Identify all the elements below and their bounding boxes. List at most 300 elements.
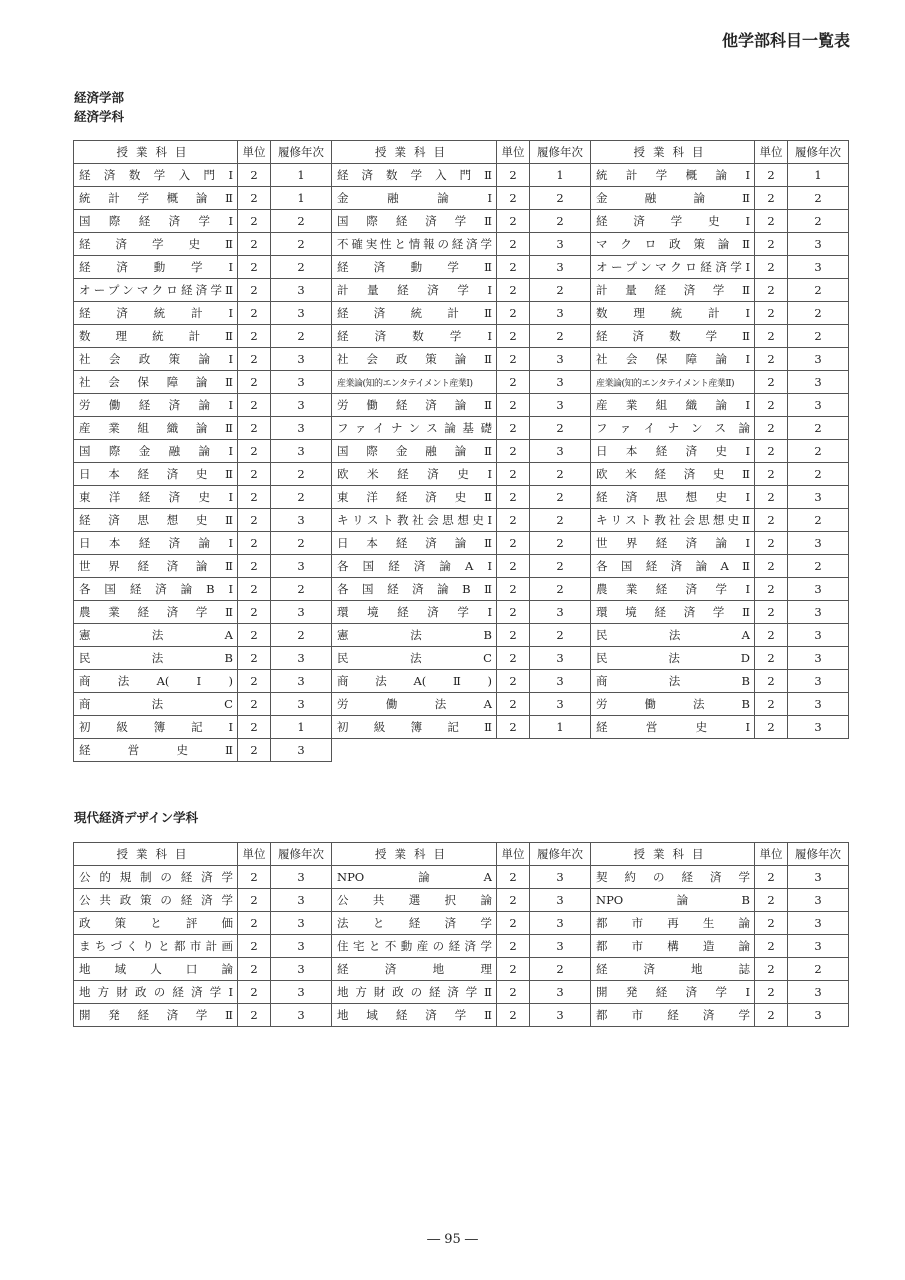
dept1-course-table (73, 140, 849, 762)
year-cell: 2 (530, 532, 591, 555)
subject-name: 地方財政の経済学Ⅰ (79, 985, 233, 999)
subject-cell (332, 670, 497, 693)
credits-cell: 2 (238, 440, 271, 463)
year-cell: 3 (530, 647, 591, 670)
year-cell: 3 (271, 601, 332, 624)
credits-cell: 2 (497, 889, 530, 912)
subject-header: 授業科目 (74, 141, 238, 164)
credits-cell: 2 (497, 394, 530, 417)
subject-name: 各国経済論AⅡ (596, 559, 750, 573)
subject-cell (74, 325, 238, 348)
subject-cell (591, 578, 755, 601)
credits-cell: 2 (755, 325, 788, 348)
year-cell: 3 (530, 233, 591, 256)
subject-cell (332, 532, 497, 555)
year-cell: 3 (271, 889, 332, 912)
year-cell: 1 (530, 716, 591, 739)
subject-name: 政策と評価 (79, 916, 233, 930)
subject-name: 欧米経済史Ⅰ (337, 467, 492, 481)
subject-name: 欧米経済史Ⅱ (596, 467, 750, 481)
subject-name: 計量経済学Ⅱ (596, 283, 750, 297)
subject-cell (591, 935, 755, 958)
subject-cell (591, 670, 755, 693)
credits-cell: 2 (497, 256, 530, 279)
credits-cell: 2 (238, 958, 271, 981)
subject-cell (591, 716, 755, 739)
subject-cell (332, 716, 497, 739)
year-cell: 2 (271, 532, 332, 555)
year-cell: 3 (788, 532, 849, 555)
year-cell: 3 (271, 440, 332, 463)
table-row (74, 486, 849, 509)
subject-cell (332, 981, 497, 1004)
department-heading: 経済学部 (74, 90, 125, 105)
table-row (74, 889, 849, 912)
subject-name: 経営史Ⅰ (596, 720, 750, 734)
credits-cell: 2 (238, 325, 271, 348)
year-cell: 3 (530, 256, 591, 279)
subject-name: 地域人口論 (79, 962, 233, 976)
subject-cell (74, 256, 238, 279)
subject-cell (74, 417, 238, 440)
year-cell: 3 (788, 912, 849, 935)
subject-cell (332, 463, 497, 486)
subject-name: 労働経済論Ⅱ (337, 398, 492, 412)
subject-name: 公的規制の経済学 (79, 870, 233, 884)
year-cell: 2 (788, 440, 849, 463)
year-cell: 3 (788, 348, 849, 371)
subject-cell (332, 624, 497, 647)
year-cell: 2 (530, 555, 591, 578)
table-header-row (74, 141, 849, 164)
subject-name: 経済学史Ⅰ (596, 214, 750, 228)
credits-cell: 2 (497, 624, 530, 647)
subject-cell (332, 279, 497, 302)
subject-cell (591, 601, 755, 624)
credits-cell: 2 (497, 601, 530, 624)
credits-cell: 2 (497, 670, 530, 693)
year-header: 履修年次 (530, 843, 591, 866)
subject-name: 国際経済学Ⅱ (337, 214, 492, 228)
subject-name: 経済学史Ⅱ (79, 237, 233, 251)
subject-cell (591, 532, 755, 555)
subject-name: 世界経済論Ⅱ (79, 559, 233, 573)
credits-cell: 2 (755, 371, 788, 394)
table-row (74, 256, 849, 279)
subject-header: 授業科目 (591, 141, 755, 164)
subject-cell (591, 958, 755, 981)
year-cell: 2 (530, 417, 591, 440)
table-row (74, 187, 849, 210)
subject-name: 各国経済論BⅡ (337, 582, 492, 596)
subject-name: 憲法B (337, 628, 492, 642)
subject-cell (591, 693, 755, 716)
subject-name: 社会保障論Ⅰ (596, 352, 750, 366)
subject-cell (591, 647, 755, 670)
year-cell: 3 (271, 509, 332, 532)
credits-cell: 2 (755, 578, 788, 601)
subject-name: 産業論(知的エンタテイメント産業Ⅰ) (337, 378, 473, 389)
subject-cell (332, 555, 497, 578)
subject-name: 社会政策論Ⅰ (79, 352, 233, 366)
subject-cell (74, 981, 238, 1004)
page-header: 他学部科目一覧表 (721, 31, 850, 50)
year-cell: 3 (271, 394, 332, 417)
year-cell: 3 (530, 889, 591, 912)
credits-cell: 2 (497, 647, 530, 670)
table-header-row (74, 843, 849, 866)
credits-cell: 2 (497, 348, 530, 371)
subject-name: 東洋経済史Ⅰ (79, 490, 233, 504)
subject-name: 各国経済論BⅠ (79, 582, 233, 596)
table-row (74, 509, 849, 532)
subject-cell (74, 509, 238, 532)
table-row (74, 417, 849, 440)
table-row (74, 601, 849, 624)
year-cell: 2 (271, 624, 332, 647)
credits-cell: 2 (755, 187, 788, 210)
credits-cell: 2 (238, 417, 271, 440)
year-cell: 2 (271, 210, 332, 233)
empty-cell (530, 739, 591, 762)
credits-cell: 2 (497, 486, 530, 509)
credits-header: 単位 (238, 843, 271, 866)
credits-cell: 2 (238, 302, 271, 325)
year-cell: 3 (530, 371, 591, 394)
subject-cell (591, 348, 755, 371)
credits-cell: 2 (238, 889, 271, 912)
credits-cell: 2 (238, 187, 271, 210)
year-cell: 3 (271, 866, 332, 889)
credits-cell: 2 (238, 371, 271, 394)
year-cell: 1 (530, 164, 591, 187)
year-cell: 3 (788, 233, 849, 256)
subject-name: 経済思想史Ⅱ (79, 513, 233, 527)
credits-cell: 2 (238, 716, 271, 739)
subject-cell (591, 624, 755, 647)
year-cell: 3 (271, 1004, 332, 1027)
year-cell: 3 (788, 486, 849, 509)
credits-cell: 2 (755, 716, 788, 739)
credits-cell: 2 (497, 716, 530, 739)
credits-cell: 2 (755, 889, 788, 912)
year-cell: 3 (788, 889, 849, 912)
credits-cell: 2 (238, 279, 271, 302)
subject-name: キリスト教社会思想史Ⅱ (596, 513, 750, 527)
table-row (74, 532, 849, 555)
subject-name: 開発経済学Ⅱ (79, 1008, 233, 1022)
year-header: 履修年次 (271, 843, 332, 866)
year-cell: 2 (788, 417, 849, 440)
credits-cell: 2 (238, 555, 271, 578)
year-cell: 2 (271, 486, 332, 509)
empty-cell (591, 739, 755, 762)
subject-name: 社会政策論Ⅱ (337, 352, 492, 366)
credits-cell: 2 (497, 210, 530, 233)
year-cell: 2 (788, 555, 849, 578)
subject-name: まちづくりと都市計画 (79, 939, 233, 953)
subject-cell (591, 164, 755, 187)
year-cell: 3 (530, 912, 591, 935)
credits-cell: 2 (755, 1004, 788, 1027)
credits-cell: 2 (755, 256, 788, 279)
year-cell: 2 (530, 463, 591, 486)
subject-cell (591, 417, 755, 440)
subject-name: 世界経済論Ⅰ (596, 536, 750, 550)
table-row (74, 958, 849, 981)
year-cell: 2 (271, 233, 332, 256)
subject-cell (332, 371, 497, 394)
subject-name: 民法D (596, 651, 750, 665)
credits-cell: 2 (755, 555, 788, 578)
credits-cell: 2 (755, 394, 788, 417)
year-cell: 2 (788, 325, 849, 348)
subject-cell (74, 866, 238, 889)
credits-cell: 2 (755, 981, 788, 1004)
credits-header: 単位 (755, 141, 788, 164)
year-cell: 3 (788, 866, 849, 889)
subject-name: 経済思想史Ⅰ (596, 490, 750, 504)
table-row (74, 739, 849, 762)
credits-cell: 2 (755, 417, 788, 440)
subject-cell (591, 509, 755, 532)
subject-name: 国際金融論Ⅰ (79, 444, 233, 458)
credits-cell: 2 (238, 670, 271, 693)
table-row (74, 302, 849, 325)
empty-cell (497, 739, 530, 762)
year-cell: 3 (271, 279, 332, 302)
credits-cell: 2 (755, 693, 788, 716)
credits-cell: 2 (755, 210, 788, 233)
subject-name: 金融論Ⅰ (337, 191, 492, 205)
year-cell: 2 (788, 958, 849, 981)
subject-name: 都市構造論 (596, 939, 750, 953)
subject-cell (332, 302, 497, 325)
subject-name: オープンマクロ経済学Ⅱ (79, 283, 233, 297)
subject-cell (591, 866, 755, 889)
table-row (74, 981, 849, 1004)
subject-cell (74, 1004, 238, 1027)
year-cell: 3 (530, 394, 591, 417)
subject-cell (332, 647, 497, 670)
subject-cell (332, 394, 497, 417)
table-row (74, 624, 849, 647)
year-cell: 3 (271, 935, 332, 958)
subject-name: マクロ政策論Ⅱ (596, 237, 750, 251)
year-cell: 2 (788, 302, 849, 325)
credits-cell: 2 (497, 325, 530, 348)
subject-cell (74, 624, 238, 647)
empty-cell (755, 739, 788, 762)
subject-cell (591, 555, 755, 578)
subject-name: 公共選択論 (337, 893, 492, 907)
subject-name: 住宅と不動産の経済学 (337, 939, 492, 953)
subject-name: 金融論Ⅱ (596, 191, 750, 205)
credits-cell: 2 (497, 693, 530, 716)
subject-name: 数理統計Ⅱ (79, 329, 233, 343)
table-row (74, 279, 849, 302)
subject-name: NPO論A (337, 870, 492, 884)
subject-cell (74, 739, 238, 762)
subject-cell (74, 302, 238, 325)
year-cell: 3 (271, 981, 332, 1004)
subject-cell (74, 647, 238, 670)
year-cell: 3 (271, 670, 332, 693)
subject-cell (74, 889, 238, 912)
subject-cell (74, 716, 238, 739)
subject-name: ファイナンス論 (596, 421, 750, 435)
subject-cell (591, 233, 755, 256)
credits-cell: 2 (238, 1004, 271, 1027)
subject-cell (591, 912, 755, 935)
subject-cell (332, 693, 497, 716)
credits-cell: 2 (497, 509, 530, 532)
credits-cell: 2 (238, 532, 271, 555)
subject-name: 日本経済論Ⅰ (79, 536, 233, 550)
table-row (74, 394, 849, 417)
year-header: 履修年次 (530, 141, 591, 164)
subject-name: 国際経済学Ⅰ (79, 214, 233, 228)
subject-name: 商法C (79, 697, 233, 711)
credits-cell: 2 (238, 164, 271, 187)
empty-cell (332, 739, 497, 762)
credits-cell: 2 (497, 1004, 530, 1027)
subject-cell (74, 486, 238, 509)
subject-cell (332, 578, 497, 601)
credits-cell: 2 (755, 348, 788, 371)
year-cell: 3 (788, 578, 849, 601)
table-row (74, 210, 849, 233)
dept1-heading: 経済学科 (74, 109, 125, 124)
credits-cell: 2 (497, 555, 530, 578)
year-cell: 2 (271, 256, 332, 279)
year-cell: 3 (271, 348, 332, 371)
subject-name: 経済動学Ⅱ (337, 260, 492, 274)
subject-cell (74, 935, 238, 958)
credits-cell: 2 (238, 739, 271, 762)
credits-cell: 2 (497, 532, 530, 555)
year-cell: 1 (788, 164, 849, 187)
year-cell: 2 (271, 463, 332, 486)
year-cell: 2 (530, 325, 591, 348)
subject-name: NPO論B (596, 893, 750, 907)
subject-cell (332, 210, 497, 233)
subject-name: 日本経済史Ⅰ (596, 444, 750, 458)
subject-name: 労働法B (596, 697, 750, 711)
table-row (74, 325, 849, 348)
year-cell: 3 (530, 302, 591, 325)
year-cell: 3 (271, 555, 332, 578)
subject-name: 憲法A (79, 628, 233, 642)
subject-cell (74, 463, 238, 486)
year-cell: 2 (788, 509, 849, 532)
year-cell: 3 (788, 716, 849, 739)
subject-cell (332, 348, 497, 371)
subject-name: ファイナンス論基礎 (337, 421, 492, 435)
credits-cell: 2 (755, 509, 788, 532)
year-cell: 2 (788, 210, 849, 233)
empty-cell (788, 739, 849, 762)
year-cell: 3 (271, 417, 332, 440)
subject-cell (332, 601, 497, 624)
year-header: 履修年次 (271, 141, 332, 164)
subject-cell (74, 578, 238, 601)
subject-cell (591, 463, 755, 486)
year-cell: 3 (788, 647, 849, 670)
credits-cell: 2 (238, 601, 271, 624)
subject-name: 産業組織論Ⅱ (79, 421, 233, 435)
subject-name: 民法C (337, 651, 492, 665)
credits-cell: 2 (755, 866, 788, 889)
year-cell: 3 (271, 958, 332, 981)
year-cell: 3 (530, 935, 591, 958)
credits-cell: 2 (238, 935, 271, 958)
subject-name: 経済数学入門Ⅱ (337, 168, 492, 182)
subject-name: 農業経済学Ⅱ (79, 605, 233, 619)
year-cell: 3 (530, 670, 591, 693)
subject-cell (332, 866, 497, 889)
credits-cell: 2 (497, 440, 530, 463)
subject-cell (591, 981, 755, 1004)
subject-cell (74, 210, 238, 233)
subject-cell (332, 256, 497, 279)
subject-name: 経営史Ⅱ (79, 743, 233, 757)
subject-cell (74, 233, 238, 256)
subject-name: 労働法A (337, 697, 492, 711)
subject-name: 経済統計Ⅰ (79, 306, 233, 320)
year-cell: 2 (530, 509, 591, 532)
year-cell: 2 (530, 958, 591, 981)
credits-cell: 2 (238, 394, 271, 417)
subject-name: 日本経済論Ⅱ (337, 536, 492, 550)
subject-name: 初級簿記Ⅱ (337, 720, 492, 734)
table-row (74, 647, 849, 670)
subject-cell (591, 325, 755, 348)
subject-name: 各国経済論AⅠ (337, 559, 492, 573)
subject-cell (332, 440, 497, 463)
subject-cell (74, 279, 238, 302)
subject-cell (332, 509, 497, 532)
subject-name: 農業経済学Ⅰ (596, 582, 750, 596)
subject-name: 環境経済学Ⅱ (596, 605, 750, 619)
year-cell: 2 (788, 463, 849, 486)
subject-cell (74, 532, 238, 555)
subject-cell (332, 1004, 497, 1027)
credits-cell: 2 (497, 164, 530, 187)
credits-cell: 2 (238, 210, 271, 233)
subject-name: 労働経済論Ⅰ (79, 398, 233, 412)
credits-cell: 2 (497, 302, 530, 325)
year-cell: 3 (530, 1004, 591, 1027)
credits-cell: 2 (497, 981, 530, 1004)
subject-name: 公共政策の経済学 (79, 893, 233, 907)
table-row (74, 555, 849, 578)
year-cell: 3 (530, 981, 591, 1004)
subject-name: 初級簿記Ⅰ (79, 720, 233, 734)
subject-cell (74, 912, 238, 935)
year-cell: 3 (530, 601, 591, 624)
year-cell: 3 (271, 693, 332, 716)
year-cell: 2 (788, 187, 849, 210)
credits-cell: 2 (497, 866, 530, 889)
subject-cell (74, 601, 238, 624)
dept2-course-table (73, 842, 849, 1027)
year-cell: 2 (271, 578, 332, 601)
year-cell: 2 (530, 486, 591, 509)
year-cell: 3 (271, 371, 332, 394)
credits-cell: 2 (497, 935, 530, 958)
credits-cell: 2 (238, 578, 271, 601)
